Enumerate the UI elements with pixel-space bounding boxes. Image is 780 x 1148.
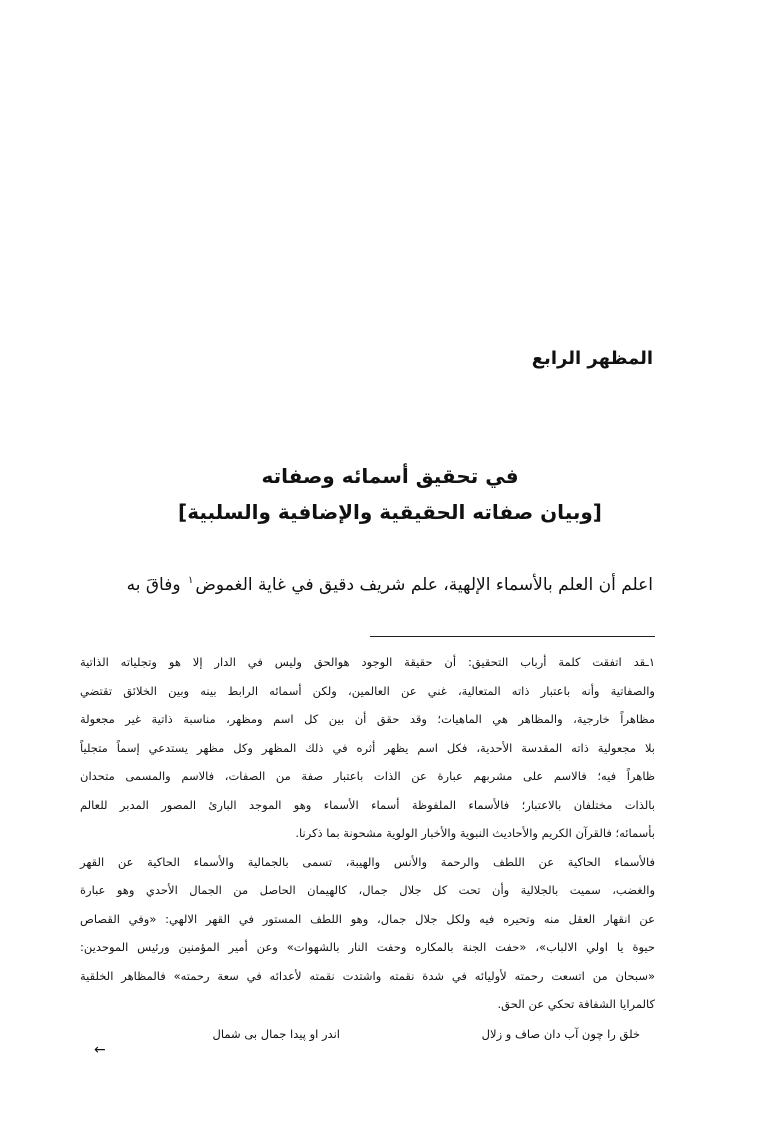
footnote-line: عن انقهار العقل منه وتحيره فيه ولكل جلال جمال، وهو اللطف المستور في القهر الالهي: «وفي القصاص [80, 911, 655, 926]
chapter-label: المظهر الرابع [531, 348, 653, 369]
verse-hemistich-2: اندر او پیدا جمال بی شمال [212, 1027, 340, 1041]
body-paragraph [93, 575, 653, 595]
verse-hemistich-1: خلق را چون آب دان صاف و زلال [481, 1027, 640, 1041]
footnote-line: ١ـقد اتفقت كلمة أرباب التحقيق: أن حقيقة الوجود هوالحق وليس في الدار إلا هو وتجلياته الذاتية [80, 655, 655, 669]
footnote-line: ظاهراً فيه؛ فالاسم على مشربهم عبارة عن الذات باعتبار صفة من الصفات، فالاسم والمسمى متحدان [80, 769, 655, 783]
footnote-line: بالذات مختلفان بالاعتبار؛ فالأسماء الملفوظة أسماء الأسماء وهو الموجد البارئ المصور المدبر للعالم [80, 797, 655, 812]
body-text-start: اعلم أن العلم بالأسماء الإلهية، علم شريف دقيق في غاية الغموض [195, 575, 653, 595]
footnote-reference[interactable]: ١ [187, 575, 194, 587]
footnote-line: بلا مجعولية ذاته المقدسة الأحدية، فكل اسم يظهر أثره في ذلك المظهر وكل مظهر يستدعي إسماً متجلياً [80, 740, 655, 755]
footnote-line: كالمرايا الشفافة تحكي عن الحق. [497, 997, 655, 1011]
footnote-line: مظاهراً خارجية، والمظاهر هي الماهيات؛ وقد حقق أن بين كل اسم ومظهر، مناسبة ذاتية غير مجعولة [80, 712, 655, 726]
footnote-line: «سبحان من اتسعت رحمته لأوليائه في شدة نقمته واشتدت نقمته لأعدائه في سعة رحمته» فالمظاهر الخلقية [80, 968, 655, 983]
continued-arrow-icon: ← [94, 1042, 106, 1058]
footnote-line: والغضب، سميت بالجلالية وأن تحت كل جلال جمال، كالهيمان الحاصل من الجمال الأحدي وهو عبارة [80, 883, 655, 897]
footnote-line: والصفاتية وأنه باعتبار ذاته المتعالية، غني عن العالمين، ولكن أسمائه الرابط بينه وبين الخلائق تقتضي [80, 683, 655, 698]
section-title [140, 458, 640, 530]
section-title-line-2: [وبيان صفاته الحقيقية والإضافية والسلبية] [178, 500, 602, 524]
footnote-line: فالأسماء الحاكية عن اللطف والرحمة والأنس والهيبة، تسمى بالجمالية والأسماء الحاكية عن القهر [80, 854, 655, 869]
section-title-line-1: في تحقيق أسمائه وصفاته [261, 464, 519, 488]
footnotes [80, 651, 655, 1022]
body-text-end: وفاقَ به [126, 575, 181, 595]
footnote-line: بأسمائه؛ فالقرآن الكريم والأحاديث النبوية والأخبار الولوية مشحونة بما ذكرنا. [295, 826, 655, 840]
footnote-separator [370, 636, 655, 637]
footnote-line: حيوة يا اولي الالباب»، «حفت الجنة بالمكاره وحفت النار بالشهوات» وعن أمير المؤمنين ورئيس الموحدين: [80, 940, 655, 954]
